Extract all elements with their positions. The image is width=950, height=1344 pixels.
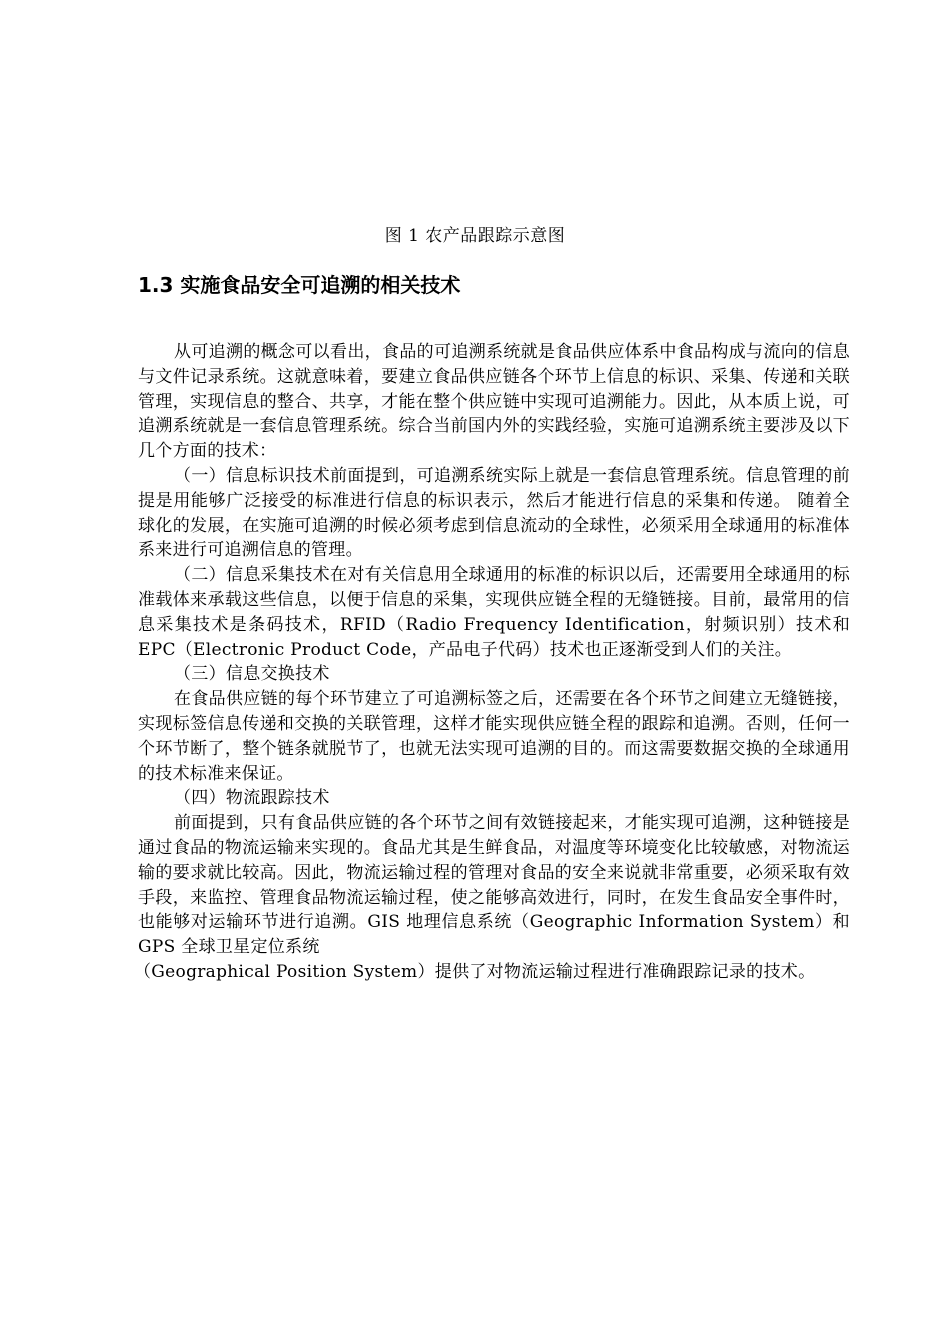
paragraph-logistics-tech-end: （Geographical Position System）提供了对物流运输过程进行准确跟踪记录的技术。 <box>134 961 816 982</box>
paragraph-logistics-tech: 前面提到，只有食品供应链的各个环节之间有效链接起来，才能实现可追溯，这种链接是通过食品的物流运输来实现的。食品尤其是生鲜食品，对温度等环境变化比较敏感，对物流运输的要求就比较高。因此，物流运输过程的管理对食品的安全来说就非常重要，必须采取有效手段，来监控、管理食品物流运输过程，使之能够高效进行，同时，在发生食品安全事件时，也能够对运输环节进行追溯。GIS 地理信息系统（Geographic Information System）和 GPS 全球卫星定位系统 <box>138 813 850 958</box>
body-text <box>134 340 850 985</box>
paragraph-collection-tech: （二）信息采集技术在对有关信息用全球通用的标准的标识以后，还需要用全球通用的标准载体来承载这些信息，以便于信息的采集，实现供应链全程的无缝链接。目前，最常用的信息采集技术是条码技术，RFID（Radio Frequency Identification，射频识别）技术和 EPC（Electronic Product Code，产品电子代码）技术也正逐渐受到人们的关注。 <box>138 565 850 660</box>
figure-caption: 图 1 农产品跟踪示意图 <box>384 226 566 246</box>
section-heading: 1.3 实施食品安全可追溯的相关技术 <box>138 273 461 297</box>
paragraph-intro: 从可追溯的概念可以看出，食品的可追溯系统就是食品供应体系中食品构成与流向的信息与文件记录系统。这就意味着，要建立食品供应链各个环节上信息的标识、采集、传递和关联管理，实现信息的整合、共享，才能在整个供应链中实现可追溯能力。因此，从本质上说，可追溯系统就是一套信息管理系统。综合当前国内外的实践经验，实施可追溯系统主要涉及以下几个方面的技术： <box>138 342 850 462</box>
paragraph-identification-tech: （一）信息标识技术前面提到，可追溯系统实际上就是一套信息管理系统。信息管理的前提是用能够广泛接受的标准进行信息的标识表示，然后才能进行信息的采集和传递。 随着全球化的发展，在实施可追溯的时候必须考虑到信息流动的全球性，必须采用全球通用的标准体系来进行可追溯信息的管理。 <box>138 465 850 561</box>
subheading-logistics-tech: （四）物流跟踪技术 <box>174 788 330 809</box>
paragraph-exchange-tech: 在食品供应链的每个环节建立了可追溯标签之后，还需要在各个环节之间建立无缝链接，实现标签信息传递和交换的关联管理，这样才能实现供应链全程的跟踪和追溯。否则，任何一个环节断了，整个链条就脱节了，也就无法实现可追溯的目的。而这需要数据交换的全球通用的技术标准来保证。 <box>138 689 850 784</box>
subheading-exchange-tech: （三）信息交换技术 <box>174 664 330 685</box>
